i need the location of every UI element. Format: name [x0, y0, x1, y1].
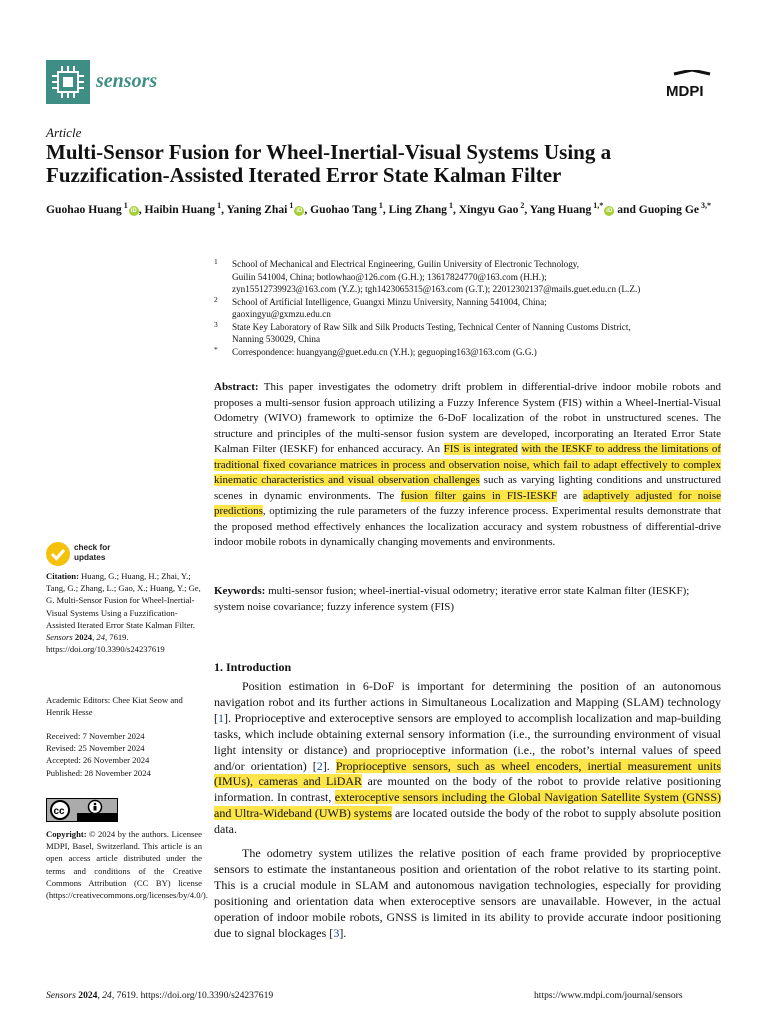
svg-text:cc: cc: [53, 806, 65, 817]
author-affiliation-mark: 1: [287, 201, 294, 211]
author-affiliation-mark: 1,*: [591, 201, 604, 211]
journal-name[interactable]: sensors: [96, 70, 158, 92]
check-updates-icon: [46, 542, 70, 566]
affiliation-line: gaoxingyu@gxmzu.edu.cn: [232, 309, 331, 319]
publisher-logo-text: MDPI: [666, 83, 704, 100]
article-type: Article: [46, 125, 82, 140]
author-name: Guoping Ge: [638, 203, 700, 216]
intro-paragraph-1: [214, 679, 721, 838]
intro-p1-highlight: Proprioceptive sensors, such as wheel encoders, inertial measurement units (IMUs), cameras and LiDAR: [214, 758, 722, 789]
published-date: Published: 28 November 2024: [46, 767, 151, 778]
affiliation-line: State Key Laboratory of Raw Silk and Silk Products Testing, Technical Center of Nanning Customs District,: [232, 321, 631, 332]
copyright-notice: [46, 828, 208, 901]
footer-citation: Sensors 2024, 24, 7619. https://doi.org/10.3390/s24237619: [46, 990, 274, 1001]
author-name: Guohao Huang: [46, 203, 122, 216]
affiliation-item: [214, 258, 734, 296]
citation-volume: 24: [96, 632, 105, 643]
journal-logo-icon: [46, 60, 90, 104]
author-affiliation-mark: 2: [518, 201, 525, 211]
affiliation-line: School of Artificial Intelligence, Guangxi Minzu University, Nanning 541004, China;: [232, 296, 547, 307]
intro-p1-text: are mounted on the body of the robot to provide relative positioning information. In contrast,: [214, 774, 721, 805]
affiliation-line: School of Mechanical and Electrical Engineering, Guilin University of Electronic Technology,: [232, 259, 580, 269]
abstract-highlight: fusion filter gains in FIS-IESKF: [400, 489, 558, 502]
abstract: [214, 380, 721, 551]
citation-block: Citation: Huang, G.; Huang, H.; Zhai, Y.; Tang, G.; Zhang, L.; Gao, X.; Huang, Y.; Ge, G. Multi-Sensor Fusion for Wheel-Inertial-Visual Systems Using a Fuzzification-Assisted Iterated Error State Kalman Filter. Sensors 2024, 24, 7619. https://doi.org/10.3390/s24237619: [46, 571, 201, 655]
accepted-date: Accepted: 26 November 2024: [46, 755, 150, 766]
abstract-label: Abstract:: [214, 381, 259, 393]
keywords-text: multi-sensor fusion; wheel-inertial-visual odometry; iterative error state Kalman filter (IESKF); system noise covariance; fuzzy inference system (FIS): [214, 585, 690, 613]
publication-dates: [46, 730, 202, 779]
abstract-text: [214, 381, 721, 548]
intro-paragraph-2: [214, 846, 721, 941]
author-name: Guohao Tang: [310, 203, 377, 216]
intro-p1-text: are located outside the body of the robot to supply absolute position data.: [214, 806, 721, 837]
affiliations: [214, 258, 734, 358]
check-updates-line2: updates: [74, 553, 106, 562]
intro-p1-text: ]. Proprioceptive and exteroceptive sensors are employed to accomplish localization and map-building tasks, which include obtaining external sensory information (i.e., the surrounding environment of visual light intensity or distance) and proprioceptive information (i.e., the robot’s internal values of speed and/or orientation) [: [214, 710, 721, 773]
check-updates-line1: check for: [74, 543, 111, 552]
orcid-icon[interactable]: iD: [296, 208, 303, 214]
citation-journal: Sensors: [46, 632, 73, 643]
affiliation-line: Guilin 541004, China; botlowhao@126.com (G.H.); 13617824770@163.com (H.H.);: [232, 271, 547, 282]
citation-year: 2024: [74, 632, 93, 643]
intro-p1-highlight: exteroceptive sensors including the Global Navigation Satellite System (GNSS) and Ultra-Wideband (UWB) systems: [214, 790, 722, 821]
copyright-text: © 2024 by the authors. Licensee MDPI, Basel, Switzerland. This article is an open access article distributed under the terms and conditions of the Creative Commons Attribution (CC BY) license (https://creativecommons.org/licenses/by/4.0/).: [46, 829, 208, 901]
affiliation-line: Correspondence: huangyang@guet.edu.cn (Y.H.); geguoping163@163.com (G.G.): [232, 346, 537, 357]
affiliation-line: Nanning 530029, China: [232, 334, 321, 344]
abstract-text: This paper investigates the odometry drift problem in differential-drive indoor mobile robots and proposes a multi-sensor fusion approach utilizing a Fuzzy Inference System (FIS) within a Wheel-Inertial-Visual Odometry (WIVO) framework to optimize the 6-DoF localization of the robot in unstructured scenes. The structure and principles of the multi-sensor fusion system are developed, incorporating an Iterated Error State Kalman Filter (IESKF) for enhanced accuracy. An: [214, 381, 721, 455]
affiliation-number: 3: [214, 319, 218, 329]
citation-ref-link[interactable]: 2: [316, 758, 323, 773]
affiliation-number: 1: [214, 257, 218, 266]
intro-p1-text: ].: [322, 758, 336, 773]
received-date: Received: 7 November 2024: [46, 731, 145, 741]
copyright-label: Copyright:: [46, 829, 87, 839]
section-heading: 1. Introduction: [214, 660, 292, 674]
abstract-highlight: FIS is integrated: [443, 443, 518, 455]
author-affiliation-mark: 3,*: [699, 201, 712, 211]
orcid-icon[interactable]: iD: [130, 208, 137, 214]
footer-doi[interactable]: , 7619. https://doi.org/10.3390/s24237619: [111, 990, 274, 1001]
academic-editors: Academic Editors: Chee Kiat Seow and Henrik Hesse: [46, 695, 183, 718]
footer-year: 2024: [78, 990, 98, 1001]
revised-date: Revised: 25 November 2024: [46, 743, 145, 754]
author-affiliation-mark: 1: [446, 201, 453, 211]
abstract-text: , optimizing the rule parameters of the fuzzy inference process. Experimental results demonstrate that the proposed method effectively enhances the localization accuracy and system robustness of differential-drive indoor mobile robots in dynamically changing movements and environments.: [214, 505, 721, 548]
affiliation-item: [214, 346, 734, 359]
keywords-label: Keywords:: [214, 585, 266, 597]
abstract-text: are: [557, 489, 584, 502]
cc-by-icon[interactable]: [46, 798, 118, 822]
intro-p2-text: The odometry system utilizes the relative position of each frame provided by proprioceptive sensors to estimate the instantaneous position and orientation of the robot relative to its starting point. This is a crucial module in SLAM and autonomous navigation technologies, especially for providing positioning and orientation data when exteroceptive sensors are unavailable. However, in the actual operation of indoor mobile robots, GNSS is limited in its ability to provide accurate indoor positioning due to signal blockages [: [214, 846, 721, 940]
author-name: Xingyu Gao: [458, 203, 519, 216]
affiliation-line: zyn15512739923@163.com (Y.Z.); tgh1423065315@163.com (G.T.); 22012302137@mails.guet.edu.cn (L.Z.): [232, 284, 641, 294]
abstract-highlight: adaptively adjusted for noise predictions: [214, 489, 721, 517]
abstract-text: such as varying lighting conditions and unstructured scenes in dynamic environments. The: [214, 474, 721, 502]
author-name: Haibin Huang: [144, 203, 216, 216]
citation-ref-link[interactable]: 1: [218, 710, 224, 725]
author-name: Ling Zhang: [388, 203, 447, 216]
author-name: Yang Huang: [529, 203, 592, 216]
footer-journal: Sensors: [46, 990, 76, 1001]
citation-doi[interactable]: , 7619. https://doi.org/10.3390/s24237619: [46, 632, 165, 655]
citation-label: Citation:: [46, 571, 79, 581]
footer-journal-url[interactable]: https://www.mdpi.com/journal/sensors: [534, 990, 683, 1001]
author-name: Yaning Zhai: [226, 203, 288, 216]
mdpi-logo[interactable]: [664, 70, 720, 100]
intro-p1-text: Position estimation in 6-DoF is important for determining the position of an autonomous navigation robot and its further actions in Simultaneous Localization and Mapping (SLAM) technology [: [214, 679, 721, 725]
check-for-updates-button[interactable]: [46, 542, 166, 568]
affiliation-number: 2: [214, 294, 218, 304]
footer-volume: 24: [102, 990, 112, 1001]
article-title: Multi-Sensor Fusion for Wheel-Inertial-Visual Systems Using a Fuzzification-Assisted Iterated Error State Kalman Filter: [46, 140, 612, 187]
intro-p2-text: ].: [339, 925, 347, 940]
citation-text: Huang, G.; Huang, H.; Zhai, Y.; Tang, G.; Zhang, L.; Gao, X.; Huang, Y.; Ge, G. Multi-Sensor Fusion for Wheel-Inertial-Visual Systems Using a Fuzzification-Assisted Iterated Error State Kalman Filter.: [46, 571, 201, 630]
author-list: Guohao Huang $^1$iD , Haibin Huang $^1$, Yaning Zhai $^1$iD , Guohao Tang $^1$, Ling Zhang $^1$, Xingyu Gao $^2$, Yang Huang $^{1,*}$iD and Guoping Ge $^{3,*}$: [46, 201, 712, 216]
orcid-icon[interactable]: iD: [606, 208, 613, 214]
affiliation-item: [214, 321, 734, 346]
author-affiliation-mark: 1: [215, 201, 222, 211]
abstract-highlight: with the IESKF to address the limitations of traditional fixed covariance matrices in process and observation noise, which fail to adapt effectively to complex kinematic characteristics and visual observation challenges: [214, 443, 722, 486]
affiliation-item: [214, 296, 734, 321]
author-affiliation-mark: 1: [376, 201, 383, 211]
author-affiliation-mark: 1: [121, 201, 128, 211]
keywords: [214, 584, 721, 615]
citation-ref-link[interactable]: 3: [333, 925, 340, 940]
affiliation-number: *: [214, 344, 218, 354]
